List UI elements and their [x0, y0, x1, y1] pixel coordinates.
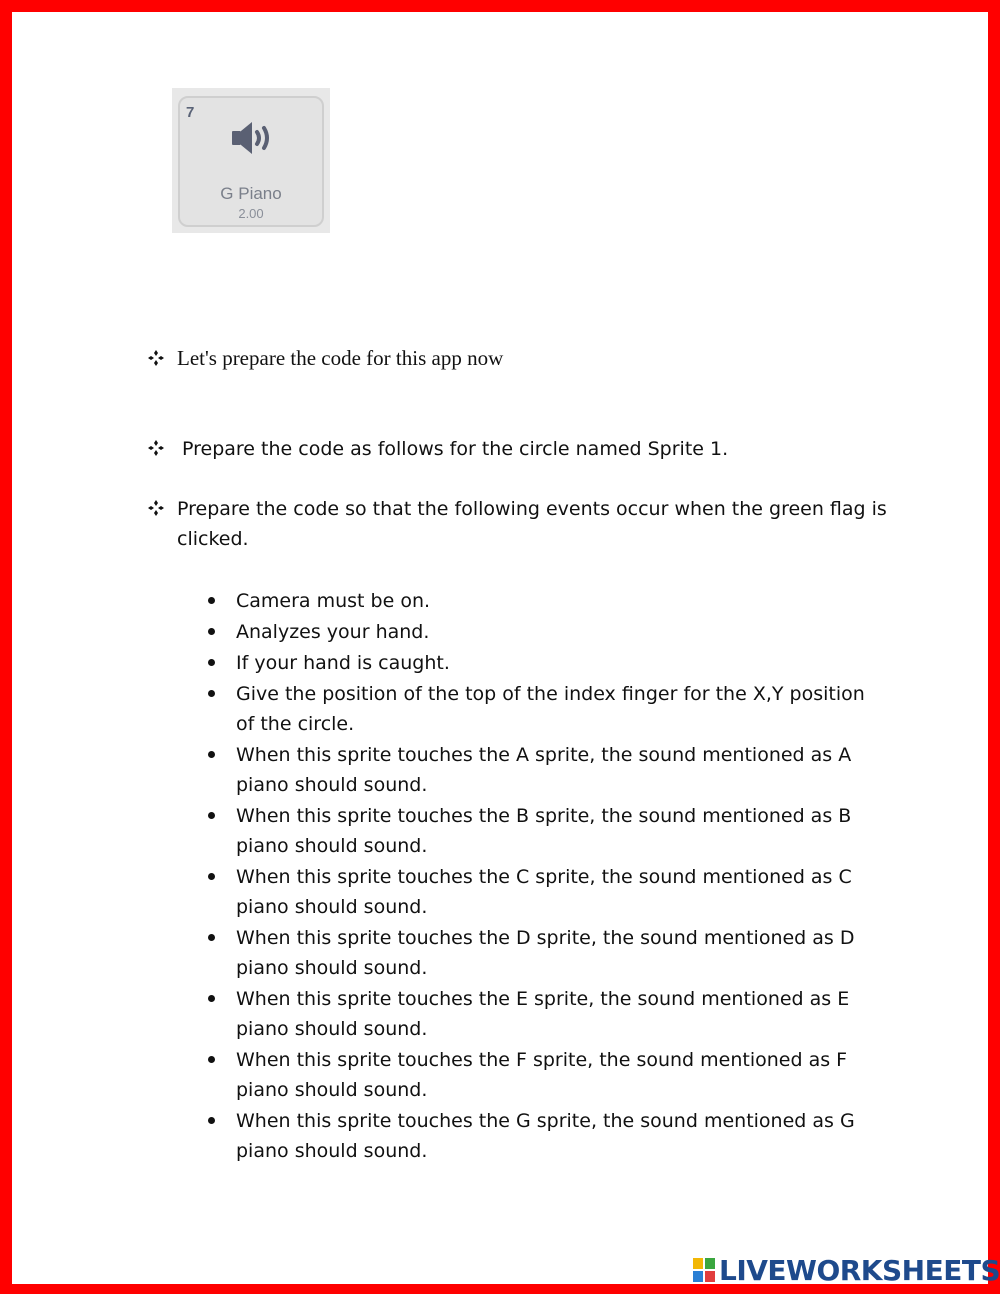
instruction-green-flag: Prepare the code so that the following events occur when the green flag is clicked.: [177, 498, 887, 550]
list-item-text: When this sprite touches the G sprite, the sound mentioned as G piano should sound.: [236, 1110, 855, 1162]
sound-number: 7: [186, 104, 195, 121]
list-item: [236, 801, 886, 861]
list-item-text: When this sprite touches the A sprite, the sound mentioned as A piano should sound.: [236, 744, 852, 796]
bullet-dot-icon: [208, 1117, 215, 1124]
bullet-dot-icon: [208, 873, 215, 880]
liveworksheets-mark-icon: [693, 1258, 715, 1282]
list-item-text: If your hand is caught.: [236, 652, 450, 674]
list-item: [236, 617, 886, 647]
sound-tile[interactable]: [172, 88, 330, 233]
list-item-text: When this sprite touches the B sprite, the sound mentioned as B piano should sound.: [236, 805, 852, 857]
diamond-bullet-icon: [148, 350, 164, 366]
event-list: [236, 586, 886, 1167]
speaker-icon: [230, 120, 274, 156]
bullet-dot-icon: [208, 812, 215, 819]
list-item: [236, 1106, 886, 1166]
list-item: [236, 862, 886, 922]
list-item-text: When this sprite touches the F sprite, the sound mentioned as F piano should sound.: [236, 1049, 848, 1101]
list-item-text: Camera must be on.: [236, 590, 431, 612]
list-item-text: When this sprite touches the C sprite, the sound mentioned as C piano should sound.: [236, 866, 852, 918]
list-item-text: Analyzes your hand.: [236, 621, 430, 643]
instruction-sprite: Prepare the code as follows for the circle named Sprite 1.: [182, 438, 729, 460]
logo-text: LIVEWORKSHEETS: [719, 1253, 1000, 1287]
bullet-dot-icon: [208, 597, 215, 604]
sound-duration: 2.00: [238, 206, 264, 221]
list-item: [236, 984, 886, 1044]
bullet-dot-icon: [208, 659, 215, 666]
bullet-dot-icon: [208, 628, 215, 635]
list-item-text: When this sprite touches the E sprite, the sound mentioned as E piano should sound.: [236, 988, 850, 1040]
list-item-text: Give the position of the top of the index finger for the X,Y position of the circle.: [236, 683, 865, 735]
bullet-dot-icon: [208, 751, 215, 758]
diamond-bullet-icon: [148, 440, 164, 456]
liveworksheets-logo[interactable]: [693, 1254, 1000, 1286]
bullet-dot-icon: [208, 934, 215, 941]
list-item: [236, 586, 886, 616]
diamond-bullet-icon: [148, 500, 164, 516]
intro-text: Let's prepare the code for this app now: [177, 346, 504, 370]
list-item: [236, 1045, 886, 1105]
bullet-dot-icon: [208, 1056, 215, 1063]
list-item: [236, 648, 886, 678]
bullet-dot-icon: [208, 690, 215, 697]
list-item: [236, 740, 886, 800]
list-item-text: When this sprite touches the D sprite, the sound mentioned as D piano should sound.: [236, 927, 855, 979]
list-item: [236, 679, 886, 739]
bullet-dot-icon: [208, 995, 215, 1002]
sound-name: G Piano: [220, 184, 282, 203]
list-item: [236, 923, 886, 983]
